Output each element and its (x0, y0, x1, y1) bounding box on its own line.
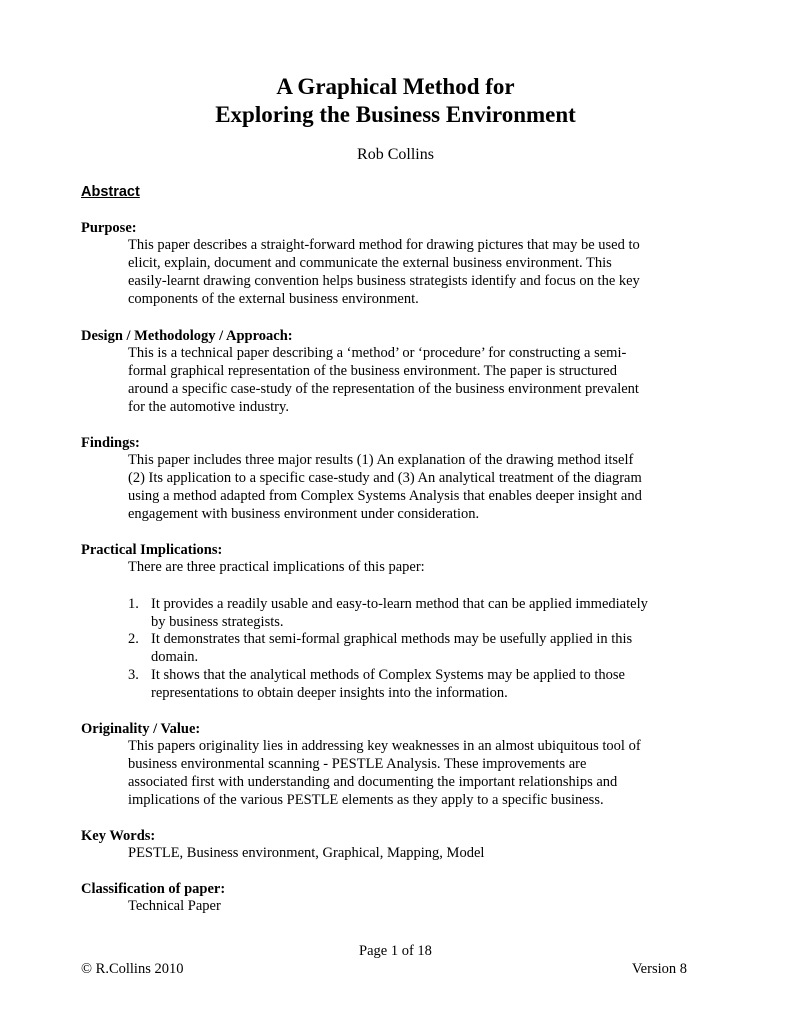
design-line: around a specific case-study of the representation of the business environment prevalent (128, 381, 639, 397)
findings-label: Findings: (81, 435, 140, 451)
purpose-line: components of the external business environment. (128, 291, 419, 307)
classification-line: Technical Paper (128, 898, 221, 914)
practical-intro (128, 558, 425, 576)
abstract-heading: Abstract (81, 184, 140, 200)
title-line-1: A Graphical Method for (276, 74, 515, 99)
list-item-line: domain. (151, 649, 199, 665)
list-item-line: It demonstrates that semi-formal graphical methods may be usefully applied in this (151, 631, 633, 647)
purpose-line: elicit, explain, document and communicate the external business environment. This (128, 255, 612, 271)
purpose-label: Purpose: (81, 220, 137, 236)
copyright: © R.Collins 2010 (81, 961, 184, 977)
list-item-line: representations to obtain deeper insights into the information. (151, 685, 508, 701)
design-label: Design / Methodology / Approach: (81, 328, 293, 344)
classification-label: Classification of paper: (81, 881, 226, 897)
classification-text (128, 897, 221, 915)
page-number: Page 1 of 18 (359, 943, 432, 959)
originality-line: implications of the various PESTLE elements as they apply to a specific business. (128, 792, 604, 808)
list-item-number: 3. (128, 667, 139, 683)
version: Version 8 (631, 961, 687, 977)
title-line-2: Exploring the Business Environment (215, 102, 576, 127)
list-item-line: It provides a readily usable and easy-to-learn method that can be applied immediately (151, 596, 648, 612)
originality-label: Originality / Value: (81, 721, 201, 737)
list-item (151, 666, 625, 702)
purpose-line: easily-learnt drawing convention helps business strategists identify and focus on the key (128, 273, 640, 289)
list-item-line: by business strategists. (151, 614, 284, 630)
keywords-label: Key Words: (81, 828, 156, 844)
originality-line: associated first with understanding and documenting the important relationships and (128, 774, 618, 790)
list-item-number: 1. (128, 596, 139, 612)
author: Rob Collins (357, 146, 434, 163)
list-item (151, 595, 648, 631)
findings-text (128, 451, 642, 523)
purpose-line: This paper describes a straight-forward method for drawing pictures that may be used to (128, 237, 640, 253)
findings-line: (2) Its application to a specific case-study and (3) An analytical treatment of the diagram (128, 470, 642, 486)
practical-intro-line: There are three practical implications of this paper: (128, 559, 425, 575)
design-text (128, 344, 639, 416)
findings-line: engagement with business environment under consideration. (128, 506, 480, 522)
design-line: for the automotive industry. (128, 399, 289, 415)
design-line: formal graphical representation of the business environment. The paper is structured (128, 363, 617, 379)
originality-line: business environmental scanning - PESTLE Analysis. These improvements are (128, 756, 587, 772)
originality-line: This papers originality lies in addressing key weaknesses in an almost ubiquitous tool of (128, 738, 641, 754)
list-item (151, 630, 632, 666)
list-item-number: 2. (128, 631, 139, 647)
keywords-text (128, 844, 484, 862)
purpose-text (128, 236, 640, 308)
findings-line: This paper includes three major results (1) An explanation of the drawing method itself (128, 452, 634, 468)
originality-text (128, 737, 641, 809)
list-item-line: It shows that the analytical methods of Complex Systems may be applied to those (151, 667, 625, 683)
design-line: This is a technical paper describing a ‘method’ or ‘procedure’ for constructing a semi- (128, 345, 627, 361)
practical-label: Practical Implications: (81, 542, 223, 558)
keywords-line: PESTLE, Business environment, Graphical, Mapping, Model (128, 845, 485, 861)
findings-line: using a method adapted from Complex Systems Analysis that enables deeper insight and (128, 488, 642, 504)
